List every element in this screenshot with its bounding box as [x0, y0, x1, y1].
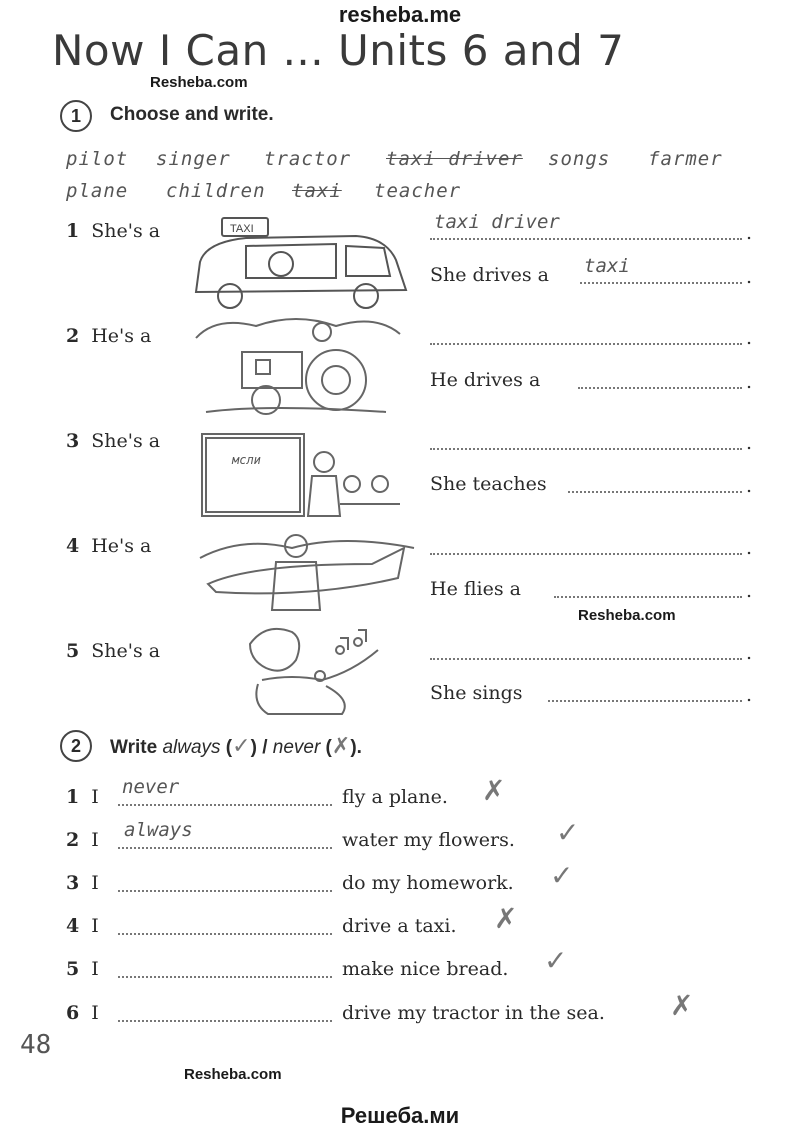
ex2-item-4-start: 4 I [66, 915, 99, 937]
watermark-bottom: Решеба.ми [340, 1103, 460, 1128]
ex1-item-2-period2: . [746, 371, 753, 393]
ex1-item-2-start: 2 He's a [66, 325, 152, 347]
check-mark-icon: ✓ [544, 944, 568, 977]
exercise-2-heading: Write always (✓) / never (✗). [110, 734, 362, 759]
classroom-illustration [200, 432, 410, 524]
word-bank-plane: plane [66, 180, 129, 202]
cross-mark-icon: ✗ [494, 902, 518, 935]
ex1-item-1-start: 1 She's a [66, 220, 161, 242]
ex1-item-4-period1: . [746, 537, 753, 559]
word-bank-farmer: farmer [648, 148, 723, 170]
ex1-item-3-second: She teaches [430, 473, 547, 495]
ex1-item-5-second: She sings [430, 682, 523, 704]
taxi-sign-text: TAXI [230, 223, 254, 235]
watermark-under-title: Resheba.com [150, 74, 248, 91]
ex1-item-2-blank1[interactable] [430, 325, 742, 345]
ex2-item-4-rest: drive a taxi. [342, 915, 457, 937]
watermark-footer: Resheba.com [184, 1066, 282, 1083]
ex2-item-3-start: 3 I [66, 872, 99, 894]
cross-mark-icon: ✗ [482, 774, 506, 807]
check-mark-icon: ✓ [232, 734, 251, 759]
ex2-item-5-rest: make nice bread. [342, 958, 509, 980]
watermark-middle: Resheba.com [578, 607, 676, 624]
exercise-1-badge: 1 [60, 100, 92, 132]
exercise-2-badge: 2 [60, 730, 92, 762]
word-bank-taxi-driver: taxi driver [386, 148, 523, 170]
check-mark-icon: ✓ [550, 859, 574, 892]
ex2-item-2-rest: water my flowers. [342, 829, 515, 851]
ex2-item-2-answer: always [124, 819, 193, 841]
ex1-item-1-period1: . [746, 222, 753, 244]
ex2-item-1-answer: never [122, 776, 180, 798]
ex2-item-1-rest: fly a plane. [342, 786, 448, 808]
ex1-item-5-blank2[interactable] [548, 682, 742, 702]
ex1-item-2-period1: . [746, 327, 753, 349]
ex1-item-1-period2: . [746, 266, 753, 288]
ex1-item-5-start: 5 She's a [66, 640, 161, 662]
word-bank-children: children [166, 180, 266, 202]
word-bank-songs: songs [548, 148, 611, 170]
word-bank-singer: singer [156, 148, 231, 170]
ex1-item-1-second: She drives a [430, 264, 549, 286]
plane-illustration [192, 528, 422, 614]
ex1-item-4-period2: . [746, 580, 753, 602]
word-bank-taxi: taxi [292, 180, 342, 202]
word-bank-tractor: tractor [264, 148, 352, 170]
ex2-item-5-start: 5 I [66, 958, 99, 980]
ex1-item-4-blank2[interactable] [554, 578, 742, 598]
singer-illustration [222, 620, 392, 716]
page-title: Now I Can ... Units 6 and 7 [52, 26, 625, 75]
ex1-item-3-period2: . [746, 475, 753, 497]
word-bank-pilot: pilot [66, 148, 129, 170]
ex1-item-4-blank1[interactable] [430, 535, 742, 555]
ex1-item-1-answer2: taxi [584, 255, 630, 277]
ex2-item-6-start: 6 I [66, 1002, 99, 1024]
ex2-item-3-blank[interactable] [118, 872, 332, 892]
ex1-item-3-period1: . [746, 432, 753, 454]
ex1-item-5-blank1[interactable] [430, 640, 742, 660]
ex1-item-3-start: 3 She's a [66, 430, 161, 452]
ex1-item-3-blank2[interactable] [568, 473, 742, 493]
word-bank-teacher: teacher [374, 180, 462, 202]
ex2-item-1-start: 1 I [66, 786, 99, 808]
ex2-item-6-blank[interactable] [118, 1002, 332, 1022]
ex2-item-3-rest: do my homework. [342, 872, 514, 894]
ex1-item-4-start: 4 He's a [66, 535, 152, 557]
cross-mark-icon: ✗ [331, 734, 351, 759]
ex1-item-5-period1: . [746, 642, 753, 664]
ex1-item-4-second: He flies a [430, 578, 521, 600]
ex2-item-6-rest: drive my tractor in the sea. [342, 1002, 605, 1024]
ex1-item-5-period2: . [746, 684, 753, 706]
page-number: 48 [20, 1030, 52, 1060]
ex2-item-5-blank[interactable] [118, 958, 332, 978]
cross-mark-icon: ✗ [670, 989, 694, 1022]
ex1-item-1-answer1: taxi driver [434, 211, 560, 233]
check-mark-icon: ✓ [556, 816, 580, 849]
board-text: мсли [232, 453, 261, 467]
ex2-item-4-blank[interactable] [118, 915, 332, 935]
tractor-illustration [186, 308, 416, 418]
ex1-item-3-blank1[interactable] [430, 430, 742, 450]
taxi-illustration [186, 212, 416, 312]
exercise-1-heading: Choose and write. [110, 104, 274, 125]
ex2-item-2-start: 2 I [66, 829, 99, 851]
ex1-item-2-blank2[interactable] [578, 369, 742, 389]
watermark-top: resheba.me [338, 2, 462, 27]
ex1-item-2-second: He drives a [430, 369, 541, 391]
